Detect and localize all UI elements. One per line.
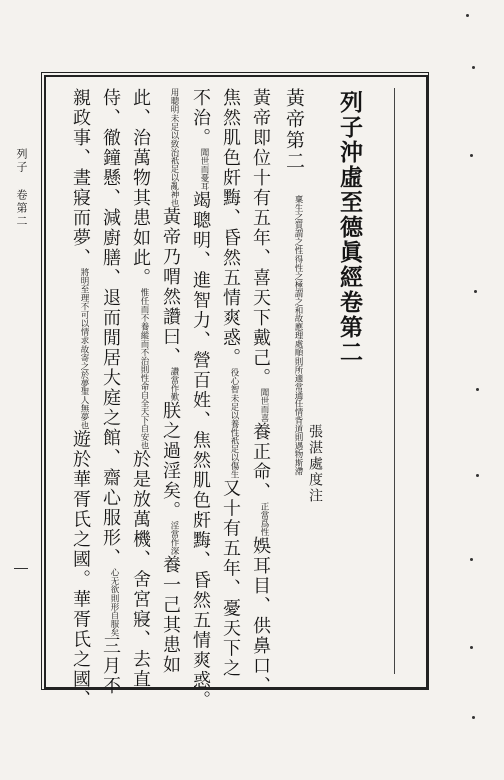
annotation: 祇足以亂神也	[169, 156, 179, 207]
annotation: 祇足以傷生	[229, 436, 239, 479]
annotation: 用聰明	[169, 88, 179, 114]
text: 黃帝乃喟然讚曰、	[160, 207, 181, 367]
author-line: 張湛處度注	[307, 424, 323, 504]
text-line-6	[101, 88, 119, 696]
text: 養一己其患如	[160, 555, 181, 675]
text: 焦然肌色皯黣、昏然五情爽惑。	[220, 88, 241, 368]
annotation: 聞世而憂耳	[199, 148, 209, 191]
text-line-7	[71, 88, 89, 710]
binding-hole-mark	[476, 388, 479, 391]
chapter-note: 任情背道	[293, 399, 303, 433]
text: 侍、徹鐘懸、減廚膳、退而閒居大庭之館、齋心服形、	[100, 88, 121, 568]
binding-hole-mark	[472, 716, 475, 719]
column-divider	[394, 88, 395, 674]
binding-hole-mark	[470, 558, 473, 561]
text: 竭聰明、進智力、營百姓、焦然肌色皯黣、昏然五情爽惑。	[190, 190, 211, 711]
text-line-3	[191, 88, 209, 711]
annotation: 縱而不治	[139, 330, 149, 365]
text: 遊於華胥氏之國。華胥氏之國、	[70, 429, 91, 710]
annotation: 故寄之於夢	[79, 344, 89, 387]
text: 此、治萬物其患如此。	[130, 88, 151, 288]
chapter-title: 黃帝第二	[283, 88, 305, 172]
binding-hole-mark	[476, 474, 479, 477]
annotation: 心无欲	[109, 568, 119, 594]
text: 不治。	[190, 88, 211, 148]
annotation: 天下自安也	[139, 407, 149, 450]
text: 於是放萬機、舍宮寢、去直	[130, 449, 151, 690]
binding-hole-mark	[472, 66, 475, 69]
annotation: 不可以情求	[79, 302, 89, 345]
annotation: 未足以致治	[169, 113, 179, 156]
annotation: 淫當作深	[169, 521, 179, 555]
text-line-5	[131, 88, 149, 690]
annotation: 惟任而不養	[139, 288, 149, 331]
binding-hole-mark	[470, 646, 473, 649]
annotation: 正當爲性	[259, 502, 269, 536]
chapter-note: 則所適常通	[293, 356, 303, 399]
text-line-4	[161, 88, 179, 675]
binding-hole-mark	[470, 154, 473, 157]
annotation: 則形自服矣	[109, 593, 119, 636]
text: 娛耳目、供鼻口、	[250, 536, 271, 696]
book-title: 列子沖虛至德眞經卷第二	[336, 90, 363, 365]
text: 黃帝即位十有五年、喜天下戴己。	[250, 88, 271, 388]
text: 朕之過淫矣。	[160, 401, 181, 521]
annotation: 將明至理	[79, 268, 89, 302]
text: 三月不	[100, 636, 121, 696]
text: 親政事、晝寢而夢、	[70, 88, 91, 268]
margin-tick	[14, 568, 28, 569]
chapter-note: 故應理處順	[293, 314, 303, 357]
chapter-heading	[284, 88, 303, 476]
text-line-1	[251, 88, 269, 696]
annotation: 役心智	[229, 368, 239, 394]
annotation: 未足以養性	[229, 393, 239, 436]
chapter-note: 稟生之質謂之性	[293, 195, 303, 255]
margin-label: 列子 卷第二	[15, 148, 28, 228]
annotation: 則性命自全	[139, 364, 149, 407]
text: 又十有五年、憂天下之	[220, 478, 241, 679]
annotation: 聞世而喜	[259, 388, 269, 422]
annotation: 讚當作歎	[169, 367, 179, 401]
chapter-note: 則遇物斯滯	[293, 433, 303, 476]
binding-hole-mark	[474, 290, 477, 293]
text-line-2	[221, 88, 239, 679]
text: 養正命、	[250, 422, 271, 502]
binding-hole-mark	[466, 14, 469, 17]
chapter-note: 得性之極謂之和	[293, 254, 303, 314]
annotation: 聖人無夢也	[79, 387, 89, 430]
